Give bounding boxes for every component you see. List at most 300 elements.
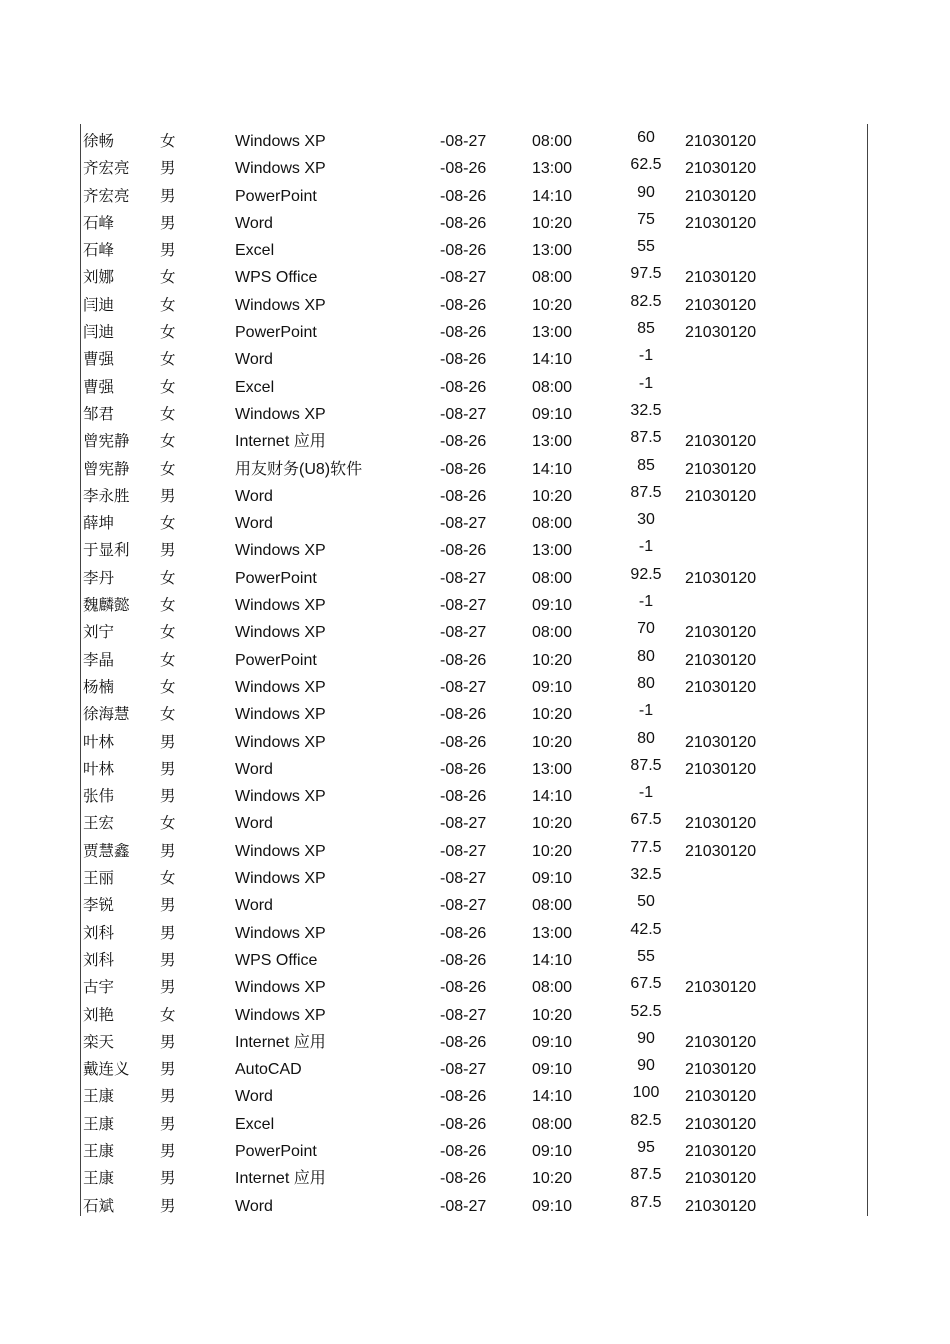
certificate-number-cell: 21030120 bbox=[685, 160, 757, 178]
student-name-cell: 刘科 bbox=[83, 923, 115, 942]
certificate-number-cell: 21030120 bbox=[685, 733, 757, 751]
score-cell: -1 bbox=[638, 593, 654, 611]
student-name-cell: 王康 bbox=[83, 1114, 115, 1133]
exam-time-cell: 08:00 bbox=[532, 133, 573, 150]
score-cell: -1 bbox=[638, 702, 654, 720]
certificate-number-cell: 21030120 bbox=[685, 624, 757, 642]
exam-time-cell: 10:20 bbox=[532, 214, 573, 232]
gender-cell: 男 bbox=[160, 950, 176, 969]
subject-cell: Word bbox=[235, 815, 273, 833]
exam-time-cell: 10:20 bbox=[532, 842, 573, 860]
student-name-cell: 王丽 bbox=[83, 869, 115, 888]
certificate-number-cell: 21030120 bbox=[685, 487, 757, 505]
certificate-number-cell: 21030120 bbox=[685, 296, 757, 314]
subject-cell: Excel bbox=[235, 1115, 275, 1133]
exam-date-cell: -08-27 bbox=[440, 269, 487, 287]
gender-cell: 男 bbox=[160, 1060, 176, 1079]
table-row bbox=[81, 838, 867, 865]
exam-time-cell: 13:00 bbox=[532, 433, 573, 451]
exam-time-cell: 13:00 bbox=[532, 324, 573, 342]
subject-cell: Internet 应用 bbox=[235, 1170, 326, 1188]
subject-cell: Word bbox=[235, 897, 273, 915]
gender-cell: 男 bbox=[160, 896, 176, 915]
gender-cell: 男 bbox=[160, 1141, 176, 1160]
certificate-number-cell: 21030120 bbox=[685, 1061, 757, 1079]
student-name-cell: 李晶 bbox=[83, 650, 115, 669]
student-name-cell: 杨楠 bbox=[83, 677, 115, 696]
student-name-cell: 王康 bbox=[83, 1141, 115, 1160]
subject-cell: PowerPoint bbox=[235, 324, 317, 342]
table-row bbox=[81, 947, 867, 974]
exam-date-cell: -08-26 bbox=[440, 187, 487, 205]
exam-date-cell: -08-27 bbox=[440, 515, 487, 533]
score-cell: 92.5 bbox=[630, 565, 662, 583]
gender-cell: 女 bbox=[160, 268, 176, 287]
subject-cell: Windows XP bbox=[235, 979, 326, 997]
score-cell: 80 bbox=[637, 729, 655, 747]
exam-time-cell: 09:10 bbox=[532, 405, 573, 423]
subject-cell: PowerPoint bbox=[235, 187, 317, 205]
student-name-cell: 戴连义 bbox=[83, 1060, 130, 1079]
exam-time-cell: 13:00 bbox=[532, 760, 573, 778]
table-row bbox=[81, 756, 867, 783]
score-cell: 80 bbox=[637, 674, 655, 692]
subject-cell: PowerPoint bbox=[235, 651, 317, 669]
table-row bbox=[81, 428, 867, 455]
score-cell: 82.5 bbox=[630, 1111, 662, 1129]
exam-time-cell: 10:20 bbox=[532, 815, 573, 833]
exam-time-cell: 08:00 bbox=[532, 378, 573, 396]
certificate-number-cell: 21030120 bbox=[685, 324, 757, 342]
student-name-cell: 王康 bbox=[83, 1087, 115, 1106]
subject-cell: Word bbox=[235, 515, 273, 533]
student-name-cell: 曾宪静 bbox=[83, 459, 130, 478]
student-name-cell: 曹强 bbox=[83, 377, 115, 396]
gender-cell: 女 bbox=[160, 677, 176, 696]
gender-cell: 女 bbox=[160, 132, 176, 150]
exam-date-cell: -08-27 bbox=[440, 624, 487, 642]
gender-cell: 女 bbox=[160, 295, 176, 314]
subject-cell: Excel bbox=[235, 378, 275, 396]
gender-cell: 男 bbox=[160, 759, 176, 778]
exam-time-cell: 09:10 bbox=[532, 678, 573, 696]
table-row bbox=[81, 892, 867, 919]
table-row bbox=[81, 619, 867, 646]
subject-cell: Internet 应用 bbox=[235, 1033, 326, 1051]
subject-cell: Windows XP bbox=[235, 624, 326, 642]
exam-date-cell: -08-27 bbox=[440, 678, 487, 696]
table-row bbox=[81, 1111, 867, 1138]
table-row bbox=[81, 674, 867, 701]
exam-date-cell: -08-26 bbox=[440, 1115, 487, 1133]
gender-cell: 男 bbox=[160, 213, 176, 232]
table-row bbox=[81, 729, 867, 756]
exam-time-cell: 08:00 bbox=[532, 515, 573, 533]
subject-cell: Windows XP bbox=[235, 706, 326, 724]
gender-cell: 男 bbox=[160, 541, 176, 560]
gender-cell: 女 bbox=[160, 404, 176, 423]
subject-cell: Windows XP bbox=[235, 1006, 326, 1024]
score-cell: 90 bbox=[637, 1029, 655, 1047]
certificate-number-cell: 21030120 bbox=[685, 460, 757, 478]
table-row bbox=[81, 565, 867, 592]
student-name-cell: 贾慧鑫 bbox=[83, 841, 130, 860]
exam-date-cell: -08-27 bbox=[440, 1061, 487, 1079]
exam-time-cell: 08:00 bbox=[532, 624, 573, 642]
table-row bbox=[81, 1083, 867, 1110]
exam-date-cell: -08-26 bbox=[440, 351, 487, 369]
table-row bbox=[81, 865, 867, 892]
exam-time-cell: 13:00 bbox=[532, 160, 573, 178]
exam-time-cell: 10:20 bbox=[532, 296, 573, 314]
student-name-cell: 齐宏亮 bbox=[83, 186, 130, 205]
subject-cell: Windows XP bbox=[235, 160, 326, 178]
table-right-border bbox=[867, 124, 868, 1216]
gender-cell: 男 bbox=[160, 923, 176, 942]
exam-time-cell: 13:00 bbox=[532, 542, 573, 560]
exam-date-cell: -08-26 bbox=[440, 1088, 487, 1106]
score-cell: -1 bbox=[638, 538, 654, 556]
gender-cell: 男 bbox=[160, 486, 176, 505]
gender-cell: 女 bbox=[160, 323, 176, 342]
table-row bbox=[81, 537, 867, 564]
score-cell: 95 bbox=[637, 1138, 655, 1156]
gender-cell: 男 bbox=[160, 841, 176, 860]
certificate-number-cell: 21030120 bbox=[685, 187, 757, 205]
subject-cell: PowerPoint bbox=[235, 569, 317, 587]
score-cell: 42.5 bbox=[630, 920, 662, 938]
score-cell: 52.5 bbox=[630, 1002, 662, 1020]
exam-date-cell: -08-27 bbox=[440, 1197, 487, 1215]
gender-cell: 女 bbox=[160, 623, 176, 642]
subject-cell: PowerPoint bbox=[235, 1142, 317, 1160]
exam-time-cell: 09:10 bbox=[532, 870, 573, 888]
table-row bbox=[81, 701, 867, 728]
certificate-number-cell: 21030120 bbox=[685, 433, 757, 451]
table-row bbox=[81, 346, 867, 373]
certificate-number-cell: 21030120 bbox=[685, 1170, 757, 1188]
score-cell: 55 bbox=[637, 238, 655, 256]
table-row bbox=[81, 210, 867, 237]
exam-time-cell: 08:00 bbox=[532, 897, 573, 915]
score-cell: 82.5 bbox=[630, 292, 662, 310]
score-cell: -1 bbox=[638, 784, 654, 802]
exam-date-cell: -08-26 bbox=[440, 706, 487, 724]
exam-date-cell: -08-26 bbox=[440, 651, 487, 669]
gender-cell: 女 bbox=[160, 432, 176, 451]
student-name-cell: 王康 bbox=[83, 1169, 115, 1188]
gender-cell: 男 bbox=[160, 159, 176, 178]
exam-time-cell: 10:20 bbox=[532, 651, 573, 669]
certificate-number-cell: 21030120 bbox=[685, 760, 757, 778]
table-row bbox=[81, 1002, 867, 1029]
exam-date-cell: -08-26 bbox=[440, 788, 487, 806]
score-cell: 30 bbox=[637, 511, 655, 529]
certificate-number-cell: 21030120 bbox=[685, 651, 757, 669]
exam-date-cell: -08-26 bbox=[440, 979, 487, 997]
gender-cell: 女 bbox=[160, 705, 176, 724]
gender-cell: 女 bbox=[160, 814, 176, 833]
exam-date-cell: -08-26 bbox=[440, 460, 487, 478]
subject-cell: 用友财务(U8)软件 bbox=[235, 460, 363, 478]
table-row bbox=[81, 1138, 867, 1165]
exam-date-cell: -08-27 bbox=[440, 133, 487, 150]
student-name-cell: 徐畅 bbox=[83, 132, 115, 150]
gender-cell: 女 bbox=[160, 568, 176, 587]
exam-time-cell: 09:10 bbox=[532, 1033, 573, 1051]
score-cell: 87.5 bbox=[630, 1166, 662, 1184]
gender-cell: 女 bbox=[160, 596, 176, 615]
exam-time-cell: 14:10 bbox=[532, 951, 573, 969]
exam-time-cell: 08:00 bbox=[532, 569, 573, 587]
student-name-cell: 刘艳 bbox=[83, 1005, 115, 1024]
exam-date-cell: -08-26 bbox=[440, 487, 487, 505]
student-name-cell: 刘宁 bbox=[83, 623, 115, 642]
exam-results-table bbox=[81, 128, 867, 1220]
exam-date-cell: -08-27 bbox=[440, 597, 487, 615]
gender-cell: 男 bbox=[160, 186, 176, 205]
subject-cell: Windows XP bbox=[235, 597, 326, 615]
table-row bbox=[81, 155, 867, 182]
exam-date-cell: -08-26 bbox=[440, 1142, 487, 1160]
score-cell: 60 bbox=[637, 129, 655, 146]
gender-cell: 男 bbox=[160, 732, 176, 751]
gender-cell: 男 bbox=[160, 1087, 176, 1106]
table-row bbox=[81, 974, 867, 1001]
exam-time-cell: 14:10 bbox=[532, 788, 573, 806]
exam-date-cell: -08-27 bbox=[440, 815, 487, 833]
score-cell: 87.5 bbox=[630, 429, 662, 447]
score-cell: 97.5 bbox=[630, 265, 662, 283]
certificate-number-cell: 21030120 bbox=[685, 1115, 757, 1133]
subject-cell: Windows XP bbox=[235, 133, 326, 150]
exam-time-cell: 09:10 bbox=[532, 1197, 573, 1215]
certificate-number-cell: 21030120 bbox=[685, 842, 757, 860]
gender-cell: 女 bbox=[160, 350, 176, 369]
exam-time-cell: 08:00 bbox=[532, 269, 573, 287]
table-row bbox=[81, 1193, 867, 1220]
gender-cell: 男 bbox=[160, 1114, 176, 1133]
exam-time-cell: 10:20 bbox=[532, 487, 573, 505]
table-row bbox=[81, 401, 867, 428]
subject-cell: Windows XP bbox=[235, 870, 326, 888]
score-cell: 50 bbox=[637, 893, 655, 911]
student-name-cell: 薛坤 bbox=[83, 514, 115, 533]
subject-cell: Word bbox=[235, 214, 273, 232]
subject-cell: Windows XP bbox=[235, 733, 326, 751]
gender-cell: 男 bbox=[160, 1169, 176, 1188]
gender-cell: 男 bbox=[160, 787, 176, 806]
exam-date-cell: -08-27 bbox=[440, 1006, 487, 1024]
student-name-cell: 齐宏亮 bbox=[83, 159, 130, 178]
certificate-number-cell: 21030120 bbox=[685, 815, 757, 833]
exam-date-cell: -08-27 bbox=[440, 897, 487, 915]
exam-date-cell: -08-26 bbox=[440, 733, 487, 751]
table-row bbox=[81, 1165, 867, 1192]
table-row bbox=[81, 483, 867, 510]
table-row bbox=[81, 237, 867, 264]
score-cell: 87.5 bbox=[630, 1193, 662, 1211]
certificate-number-cell: 21030120 bbox=[685, 979, 757, 997]
student-name-cell: 刘科 bbox=[83, 950, 115, 969]
exam-date-cell: -08-26 bbox=[440, 214, 487, 232]
score-cell: 32.5 bbox=[630, 866, 662, 884]
subject-cell: AutoCAD bbox=[235, 1061, 302, 1079]
exam-time-cell: 14:10 bbox=[532, 187, 573, 205]
subject-cell: Windows XP bbox=[235, 405, 326, 423]
score-cell: 80 bbox=[637, 647, 655, 665]
exam-time-cell: 10:20 bbox=[532, 1006, 573, 1024]
subject-cell: Word bbox=[235, 487, 273, 505]
student-name-cell: 闫迪 bbox=[83, 323, 115, 342]
table-row bbox=[81, 183, 867, 210]
score-cell: -1 bbox=[638, 347, 654, 365]
gender-cell: 女 bbox=[160, 869, 176, 888]
exam-date-cell: -08-27 bbox=[440, 870, 487, 888]
table-row bbox=[81, 456, 867, 483]
exam-time-cell: 14:10 bbox=[532, 460, 573, 478]
score-cell: 75 bbox=[637, 210, 655, 228]
score-cell: 85 bbox=[637, 320, 655, 338]
score-cell: 87.5 bbox=[630, 483, 662, 501]
score-cell: 62.5 bbox=[630, 156, 662, 174]
student-name-cell: 李丹 bbox=[83, 568, 115, 587]
student-name-cell: 魏麟懿 bbox=[83, 596, 130, 615]
student-name-cell: 叶林 bbox=[83, 759, 115, 778]
student-name-cell: 石峰 bbox=[83, 241, 115, 260]
subject-cell: Windows XP bbox=[235, 842, 326, 860]
exam-time-cell: 14:10 bbox=[532, 351, 573, 369]
exam-date-cell: -08-26 bbox=[440, 433, 487, 451]
gender-cell: 女 bbox=[160, 1005, 176, 1024]
gender-cell: 男 bbox=[160, 241, 176, 260]
exam-time-cell: 09:10 bbox=[532, 1142, 573, 1160]
gender-cell: 女 bbox=[160, 377, 176, 396]
exam-time-cell: 14:10 bbox=[532, 1088, 573, 1106]
exam-time-cell: 10:20 bbox=[532, 733, 573, 751]
student-name-cell: 曾宪静 bbox=[83, 432, 130, 451]
subject-cell: WPS Office bbox=[235, 951, 318, 969]
student-name-cell: 叶林 bbox=[83, 732, 115, 751]
subject-cell: Windows XP bbox=[235, 924, 326, 942]
student-name-cell: 石斌 bbox=[83, 1196, 115, 1215]
gender-cell: 男 bbox=[160, 1196, 176, 1215]
certificate-number-cell: 21030120 bbox=[685, 269, 757, 287]
exam-date-cell: -08-27 bbox=[440, 842, 487, 860]
score-cell: 32.5 bbox=[630, 401, 662, 419]
gender-cell: 女 bbox=[160, 459, 176, 478]
subject-cell: Internet 应用 bbox=[235, 433, 326, 451]
table-row bbox=[81, 264, 867, 291]
student-name-cell: 古宇 bbox=[83, 978, 115, 997]
score-cell: 90 bbox=[637, 183, 655, 201]
student-name-cell: 张伟 bbox=[83, 787, 115, 806]
exam-date-cell: -08-26 bbox=[440, 760, 487, 778]
score-cell: 100 bbox=[632, 1084, 660, 1102]
exam-time-cell: 08:00 bbox=[532, 979, 573, 997]
score-cell: 70 bbox=[637, 620, 655, 638]
student-name-cell: 邹君 bbox=[83, 404, 115, 423]
table-row bbox=[81, 592, 867, 619]
subject-cell: Word bbox=[235, 760, 273, 778]
table-row bbox=[81, 292, 867, 319]
score-cell: 87.5 bbox=[630, 756, 662, 774]
student-name-cell: 李锐 bbox=[83, 896, 115, 915]
exam-time-cell: 10:20 bbox=[532, 706, 573, 724]
exam-date-cell: -08-26 bbox=[440, 951, 487, 969]
student-name-cell: 栾天 bbox=[83, 1032, 115, 1051]
student-name-cell: 闫迪 bbox=[83, 295, 115, 314]
exam-date-cell: -08-27 bbox=[440, 569, 487, 587]
exam-date-cell: -08-26 bbox=[440, 1170, 487, 1188]
certificate-number-cell: 21030120 bbox=[685, 678, 757, 696]
subject-cell: Windows XP bbox=[235, 542, 326, 560]
exam-date-cell: -08-26 bbox=[440, 542, 487, 560]
gender-cell: 男 bbox=[160, 978, 176, 997]
exam-date-cell: -08-27 bbox=[440, 405, 487, 423]
exam-time-cell: 10:20 bbox=[532, 1170, 573, 1188]
exam-date-cell: -08-26 bbox=[440, 242, 487, 260]
certificate-number-cell: 21030120 bbox=[685, 1142, 757, 1160]
exam-date-cell: -08-26 bbox=[440, 924, 487, 942]
subject-cell: Windows XP bbox=[235, 788, 326, 806]
certificate-number-cell: 21030120 bbox=[685, 569, 757, 587]
exam-date-cell: -08-26 bbox=[440, 296, 487, 314]
subject-cell: Word bbox=[235, 1088, 273, 1106]
certificate-number-cell: 21030120 bbox=[685, 133, 757, 150]
table-row bbox=[81, 319, 867, 346]
student-name-cell: 王宏 bbox=[83, 814, 115, 833]
table-row bbox=[81, 810, 867, 837]
student-name-cell: 徐海慧 bbox=[83, 705, 130, 724]
score-cell: 67.5 bbox=[630, 975, 662, 993]
exam-date-cell: -08-26 bbox=[440, 378, 487, 396]
gender-cell: 女 bbox=[160, 650, 176, 669]
student-name-cell: 于显利 bbox=[83, 541, 130, 560]
score-cell: 67.5 bbox=[630, 811, 662, 829]
table-row bbox=[81, 128, 867, 155]
certificate-number-cell: 21030120 bbox=[685, 1197, 757, 1215]
student-name-cell: 石峰 bbox=[83, 213, 115, 232]
subject-cell: Windows XP bbox=[235, 296, 326, 314]
certificate-number-cell: 21030120 bbox=[685, 1033, 757, 1051]
subject-cell: Windows XP bbox=[235, 678, 326, 696]
table-row bbox=[81, 374, 867, 401]
gender-cell: 女 bbox=[160, 514, 176, 533]
subject-cell: WPS Office bbox=[235, 269, 318, 287]
certificate-number-cell: 21030120 bbox=[685, 1088, 757, 1106]
student-name-cell: 李永胜 bbox=[83, 486, 130, 505]
student-name-cell: 曹强 bbox=[83, 350, 115, 369]
table-row bbox=[81, 510, 867, 537]
table-row bbox=[81, 920, 867, 947]
score-cell: 77.5 bbox=[630, 838, 662, 856]
exam-time-cell: 13:00 bbox=[532, 242, 573, 260]
score-cell: 90 bbox=[637, 1057, 655, 1075]
gender-cell: 男 bbox=[160, 1032, 176, 1051]
table-row bbox=[81, 783, 867, 810]
score-cell: 55 bbox=[637, 947, 655, 965]
exam-time-cell: 13:00 bbox=[532, 924, 573, 942]
subject-cell: Word bbox=[235, 1197, 273, 1215]
exam-date-cell: -08-26 bbox=[440, 160, 487, 178]
exam-date-cell: -08-26 bbox=[440, 324, 487, 342]
subject-cell: Excel bbox=[235, 242, 275, 260]
score-cell: -1 bbox=[638, 374, 654, 392]
table-row bbox=[81, 647, 867, 674]
score-cell: 85 bbox=[637, 456, 655, 474]
exam-time-cell: 09:10 bbox=[532, 597, 573, 615]
